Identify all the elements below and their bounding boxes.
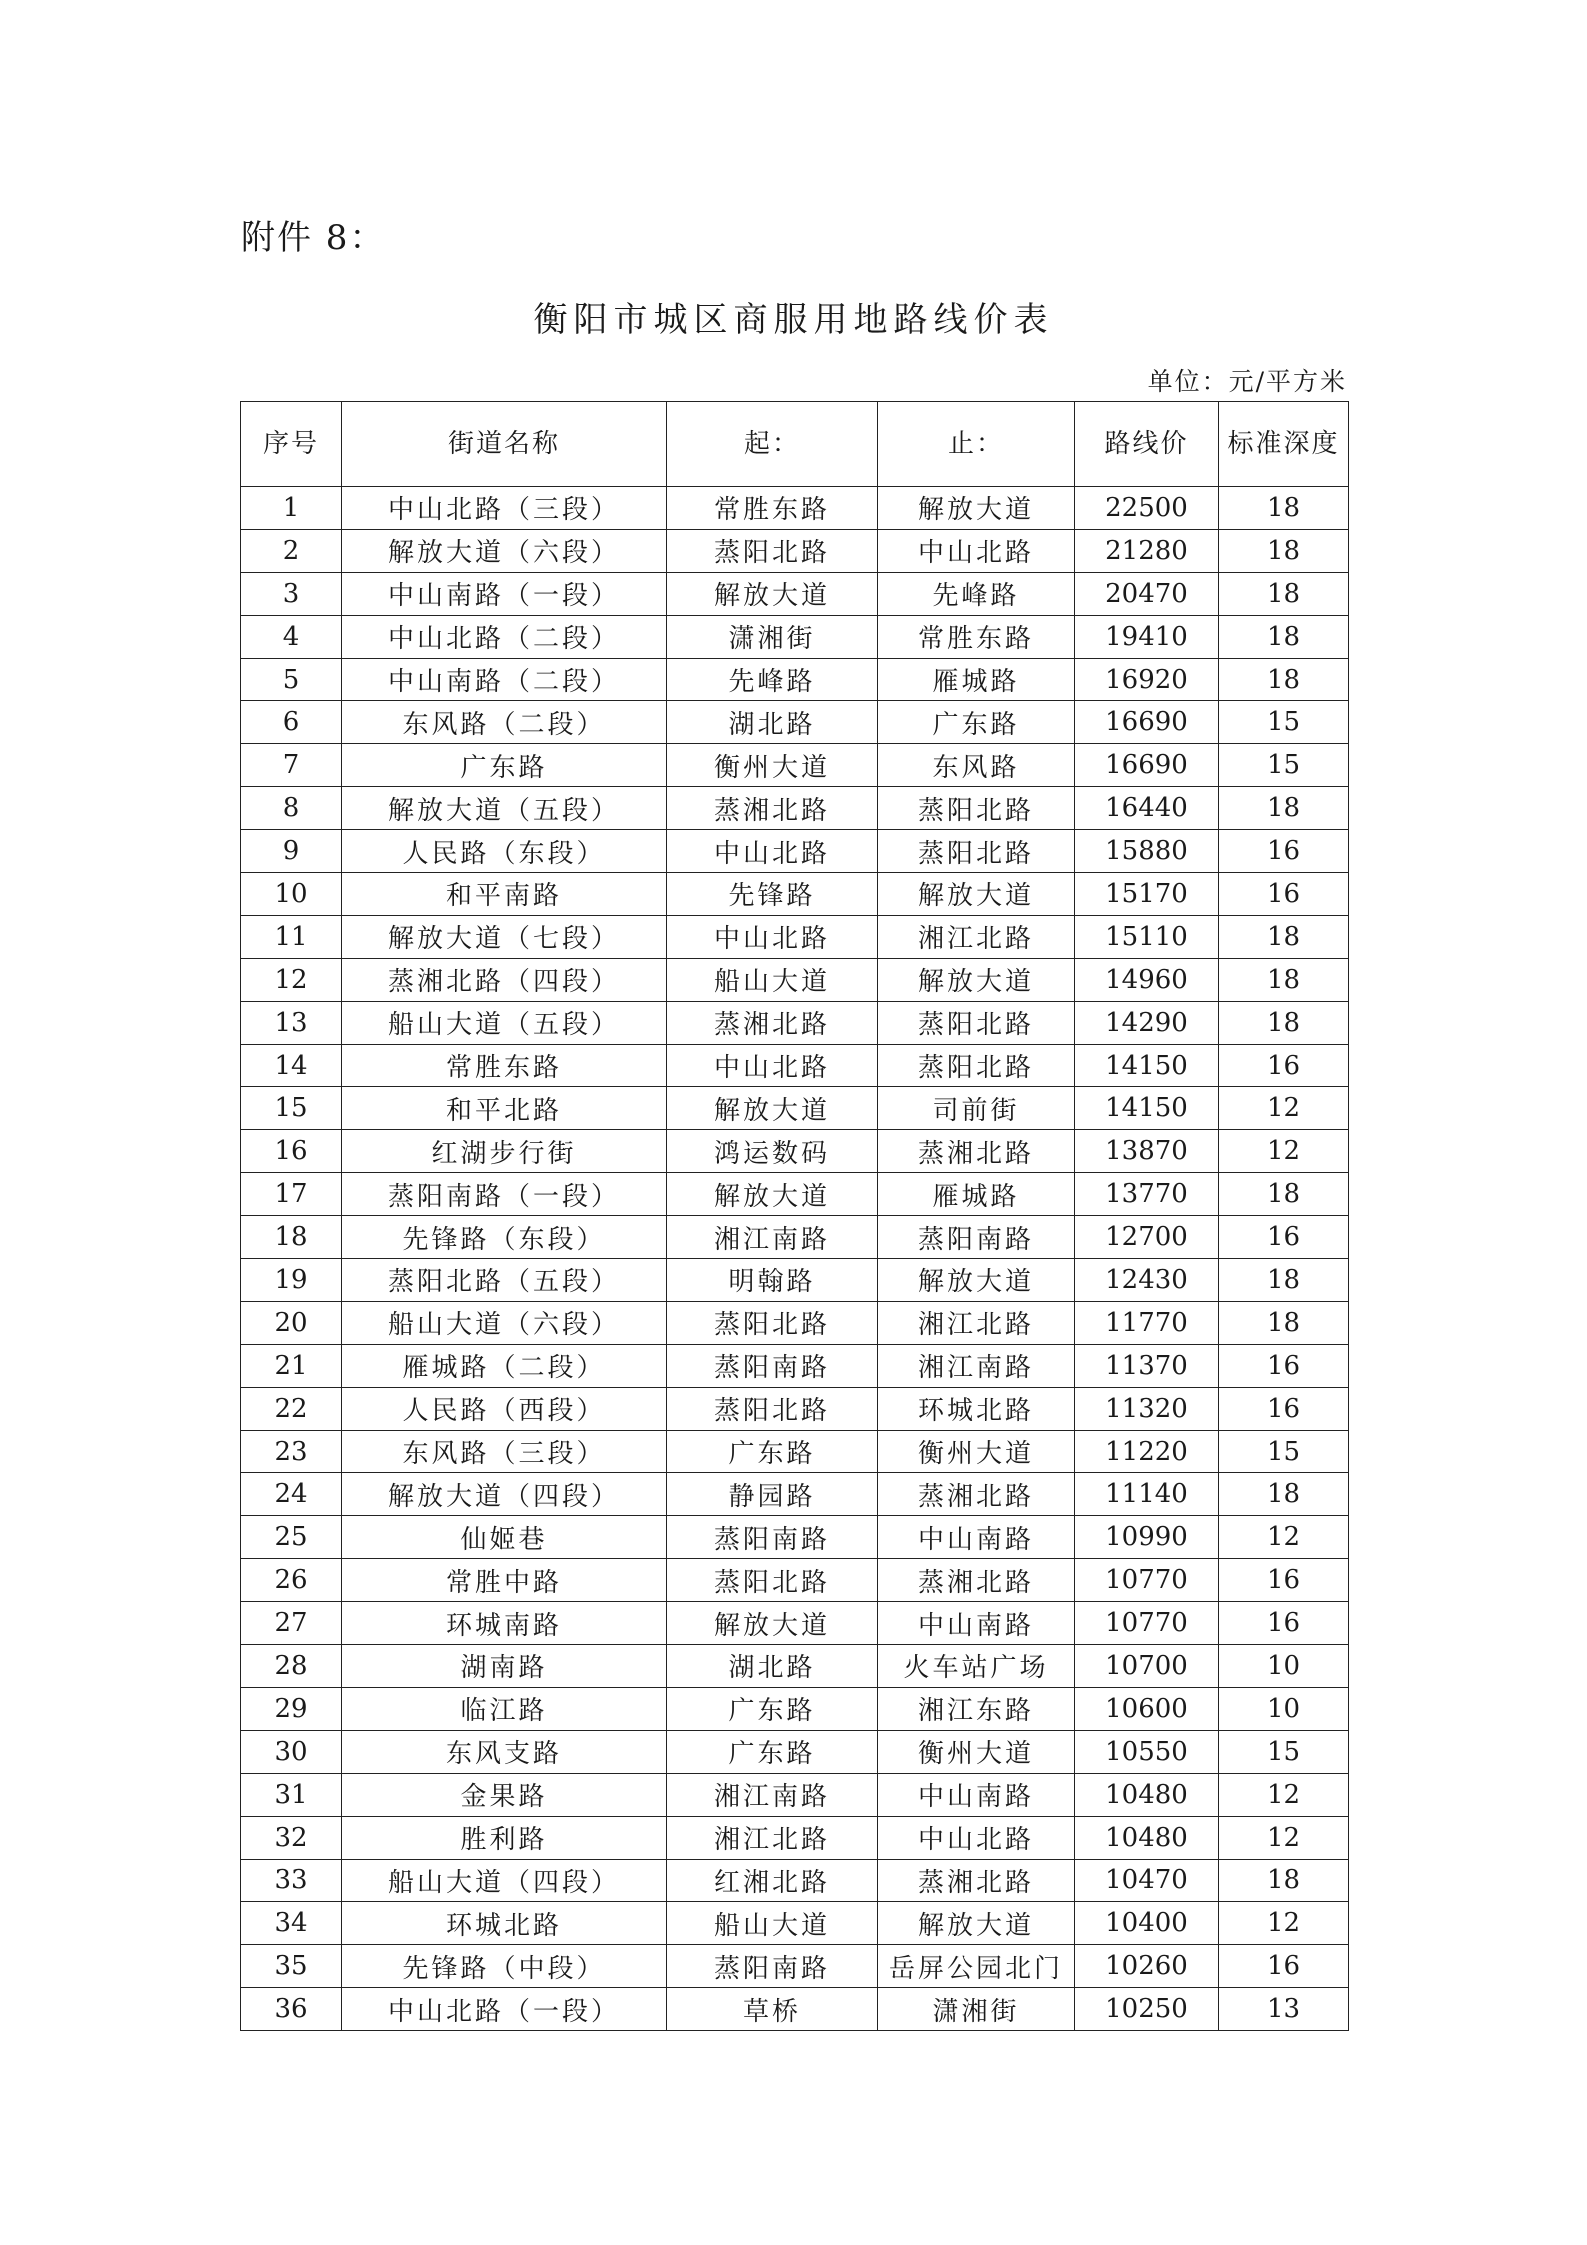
route-price: 15110 bbox=[1075, 915, 1219, 958]
end-point: 湘江北路 bbox=[878, 1301, 1075, 1344]
street-name: 中山南路（一段） bbox=[342, 572, 667, 615]
start-point: 蒸阳南路 bbox=[667, 1516, 878, 1559]
table-row bbox=[241, 1216, 1349, 1259]
row-number: 29 bbox=[241, 1687, 342, 1730]
start-point: 潇湘街 bbox=[667, 615, 878, 658]
row-number: 14 bbox=[241, 1044, 342, 1087]
route-price: 10480 bbox=[1075, 1816, 1219, 1859]
table-row bbox=[241, 1430, 1349, 1473]
standard-depth: 18 bbox=[1219, 1259, 1349, 1302]
standard-depth: 18 bbox=[1219, 572, 1349, 615]
route-price: 10770 bbox=[1075, 1559, 1219, 1602]
standard-depth: 15 bbox=[1219, 701, 1349, 744]
table-row bbox=[241, 1645, 1349, 1688]
street-name: 船山大道（六段） bbox=[342, 1301, 667, 1344]
end-point: 中山南路 bbox=[878, 1516, 1075, 1559]
table-row bbox=[241, 1602, 1349, 1645]
end-point: 解放大道 bbox=[878, 487, 1075, 530]
route-price: 10700 bbox=[1075, 1645, 1219, 1688]
row-number: 18 bbox=[241, 1216, 342, 1259]
start-point: 蒸湘北路 bbox=[667, 1001, 878, 1044]
header-price: 路线价 bbox=[1075, 402, 1219, 487]
end-point: 蒸湘北路 bbox=[878, 1130, 1075, 1173]
row-number: 33 bbox=[241, 1859, 342, 1902]
end-point: 解放大道 bbox=[878, 1259, 1075, 1302]
standard-depth: 18 bbox=[1219, 1173, 1349, 1216]
row-number: 35 bbox=[241, 1945, 342, 1988]
standard-depth: 18 bbox=[1219, 529, 1349, 572]
start-point: 中山北路 bbox=[667, 1044, 878, 1087]
street-name: 胜利路 bbox=[342, 1816, 667, 1859]
table-row bbox=[241, 701, 1349, 744]
table-body bbox=[241, 487, 1349, 2031]
start-point: 蒸阳北路 bbox=[667, 1301, 878, 1344]
header-to: 止： bbox=[878, 402, 1075, 487]
header-street: 街道名称 bbox=[342, 402, 667, 487]
row-number: 8 bbox=[241, 787, 342, 830]
row-number: 9 bbox=[241, 830, 342, 873]
street-name: 船山大道（五段） bbox=[342, 1001, 667, 1044]
table-row bbox=[241, 1473, 1349, 1516]
street-name: 红湖步行街 bbox=[342, 1130, 667, 1173]
row-number: 30 bbox=[241, 1730, 342, 1773]
standard-depth: 12 bbox=[1219, 1816, 1349, 1859]
start-point: 蒸湘北路 bbox=[667, 787, 878, 830]
route-price: 21280 bbox=[1075, 529, 1219, 572]
route-price: 10550 bbox=[1075, 1730, 1219, 1773]
row-number: 27 bbox=[241, 1602, 342, 1645]
standard-depth: 18 bbox=[1219, 615, 1349, 658]
end-point: 湘江北路 bbox=[878, 915, 1075, 958]
end-point: 雁城路 bbox=[878, 1173, 1075, 1216]
route-price: 11320 bbox=[1075, 1387, 1219, 1430]
route-price: 14150 bbox=[1075, 1044, 1219, 1087]
end-point: 蒸湘北路 bbox=[878, 1473, 1075, 1516]
street-name: 金果路 bbox=[342, 1773, 667, 1816]
table-row bbox=[241, 658, 1349, 701]
table-row bbox=[241, 1559, 1349, 1602]
standard-depth: 15 bbox=[1219, 744, 1349, 787]
route-price: 11370 bbox=[1075, 1344, 1219, 1387]
row-number: 25 bbox=[241, 1516, 342, 1559]
end-point: 司前街 bbox=[878, 1087, 1075, 1130]
table-row bbox=[241, 1001, 1349, 1044]
row-number: 16 bbox=[241, 1130, 342, 1173]
start-point: 中山北路 bbox=[667, 830, 878, 873]
header-depth: 标准深度 bbox=[1219, 402, 1349, 487]
row-number: 19 bbox=[241, 1259, 342, 1302]
table-row bbox=[241, 1988, 1349, 2031]
standard-depth: 18 bbox=[1219, 958, 1349, 1001]
start-point: 先锋路 bbox=[667, 873, 878, 916]
street-name: 解放大道（七段） bbox=[342, 915, 667, 958]
route-price: 10480 bbox=[1075, 1773, 1219, 1816]
start-point: 蒸阳北路 bbox=[667, 529, 878, 572]
street-name: 东风路（二段） bbox=[342, 701, 667, 744]
start-point: 解放大道 bbox=[667, 1173, 878, 1216]
table-row bbox=[241, 529, 1349, 572]
street-name: 解放大道（五段） bbox=[342, 787, 667, 830]
start-point: 湖北路 bbox=[667, 701, 878, 744]
street-name: 仙姬巷 bbox=[342, 1516, 667, 1559]
row-number: 7 bbox=[241, 744, 342, 787]
table-row bbox=[241, 1902, 1349, 1945]
row-number: 28 bbox=[241, 1645, 342, 1688]
row-number: 22 bbox=[241, 1387, 342, 1430]
table-row bbox=[241, 1344, 1349, 1387]
table-row bbox=[241, 744, 1349, 787]
start-point: 静园路 bbox=[667, 1473, 878, 1516]
row-number: 15 bbox=[241, 1087, 342, 1130]
table-row bbox=[241, 1087, 1349, 1130]
table-row bbox=[241, 1044, 1349, 1087]
standard-depth: 18 bbox=[1219, 487, 1349, 530]
route-price: 10990 bbox=[1075, 1516, 1219, 1559]
standard-depth: 18 bbox=[1219, 658, 1349, 701]
route-price: 10400 bbox=[1075, 1902, 1219, 1945]
start-point: 船山大道 bbox=[667, 1902, 878, 1945]
standard-depth: 12 bbox=[1219, 1773, 1349, 1816]
standard-depth: 12 bbox=[1219, 1516, 1349, 1559]
end-point: 雁城路 bbox=[878, 658, 1075, 701]
row-number: 32 bbox=[241, 1816, 342, 1859]
end-point: 蒸阳北路 bbox=[878, 1001, 1075, 1044]
street-name: 蒸阳南路（一段） bbox=[342, 1173, 667, 1216]
table-row bbox=[241, 1301, 1349, 1344]
table-row bbox=[241, 1945, 1349, 1988]
row-number: 34 bbox=[241, 1902, 342, 1945]
start-point: 红湘北路 bbox=[667, 1859, 878, 1902]
row-number: 3 bbox=[241, 572, 342, 615]
unit-label: 单位：元/平方米 bbox=[1147, 367, 1347, 396]
street-name: 蒸阳北路（五段） bbox=[342, 1259, 667, 1302]
standard-depth: 16 bbox=[1219, 873, 1349, 916]
end-point: 解放大道 bbox=[878, 873, 1075, 916]
table-row bbox=[241, 915, 1349, 958]
end-point: 蒸湘北路 bbox=[878, 1859, 1075, 1902]
standard-depth: 18 bbox=[1219, 1301, 1349, 1344]
street-name: 东风路（三段） bbox=[342, 1430, 667, 1473]
street-name: 中山北路（三段） bbox=[342, 487, 667, 530]
start-point: 蒸阳北路 bbox=[667, 1387, 878, 1430]
start-point: 鸿运数码 bbox=[667, 1130, 878, 1173]
start-point: 湘江北路 bbox=[667, 1816, 878, 1859]
route-price: 20470 bbox=[1075, 572, 1219, 615]
street-name: 中山北路（一段） bbox=[342, 1988, 667, 2031]
start-point: 湘江南路 bbox=[667, 1773, 878, 1816]
page-title: 衡阳市城区商服用地路线价表 bbox=[533, 300, 1054, 340]
end-point: 常胜东路 bbox=[878, 615, 1075, 658]
standard-depth: 16 bbox=[1219, 1044, 1349, 1087]
route-price: 16690 bbox=[1075, 701, 1219, 744]
route-price: 14150 bbox=[1075, 1087, 1219, 1130]
standard-depth: 16 bbox=[1219, 1387, 1349, 1430]
end-point: 解放大道 bbox=[878, 1902, 1075, 1945]
start-point: 船山大道 bbox=[667, 958, 878, 1001]
end-point: 解放大道 bbox=[878, 958, 1075, 1001]
attachment-label: 附件 8： bbox=[241, 218, 386, 258]
street-name: 环城南路 bbox=[342, 1602, 667, 1645]
standard-depth: 10 bbox=[1219, 1645, 1349, 1688]
row-number: 12 bbox=[241, 958, 342, 1001]
end-point: 先峰路 bbox=[878, 572, 1075, 615]
end-point: 火车站广场 bbox=[878, 1645, 1075, 1688]
street-name: 解放大道（六段） bbox=[342, 529, 667, 572]
row-number: 23 bbox=[241, 1430, 342, 1473]
end-point: 岳屏公园北门 bbox=[878, 1945, 1075, 1988]
street-name: 和平南路 bbox=[342, 873, 667, 916]
street-name: 解放大道（四段） bbox=[342, 1473, 667, 1516]
end-point: 中山北路 bbox=[878, 529, 1075, 572]
row-number: 26 bbox=[241, 1559, 342, 1602]
start-point: 解放大道 bbox=[667, 1602, 878, 1645]
route-price: 16440 bbox=[1075, 787, 1219, 830]
end-point: 环城北路 bbox=[878, 1387, 1075, 1430]
route-price: 14960 bbox=[1075, 958, 1219, 1001]
standard-depth: 12 bbox=[1219, 1902, 1349, 1945]
header-index: 序号 bbox=[241, 402, 342, 487]
street-name: 环城北路 bbox=[342, 1902, 667, 1945]
standard-depth: 18 bbox=[1219, 915, 1349, 958]
route-price: 10600 bbox=[1075, 1687, 1219, 1730]
table-row bbox=[241, 1859, 1349, 1902]
end-point: 湘江东路 bbox=[878, 1687, 1075, 1730]
end-point: 东风路 bbox=[878, 744, 1075, 787]
table-row bbox=[241, 787, 1349, 830]
route-price: 15170 bbox=[1075, 873, 1219, 916]
start-point: 先峰路 bbox=[667, 658, 878, 701]
route-price: 16920 bbox=[1075, 658, 1219, 701]
street-name: 常胜中路 bbox=[342, 1559, 667, 1602]
route-price: 10770 bbox=[1075, 1602, 1219, 1645]
standard-depth: 16 bbox=[1219, 1945, 1349, 1988]
standard-depth: 18 bbox=[1219, 1001, 1349, 1044]
table-row bbox=[241, 1730, 1349, 1773]
table-row bbox=[241, 1387, 1349, 1430]
route-price: 10470 bbox=[1075, 1859, 1219, 1902]
standard-depth: 18 bbox=[1219, 1859, 1349, 1902]
table-row bbox=[241, 487, 1349, 530]
end-point: 广东路 bbox=[878, 701, 1075, 744]
standard-depth: 12 bbox=[1219, 1130, 1349, 1173]
street-name: 先锋路（东段） bbox=[342, 1216, 667, 1259]
table-row bbox=[241, 1516, 1349, 1559]
route-price: 12700 bbox=[1075, 1216, 1219, 1259]
street-name: 人民路（东段） bbox=[342, 830, 667, 873]
standard-depth: 15 bbox=[1219, 1730, 1349, 1773]
standard-depth: 16 bbox=[1219, 1216, 1349, 1259]
table-row bbox=[241, 1130, 1349, 1173]
route-price: 19410 bbox=[1075, 615, 1219, 658]
table-row bbox=[241, 958, 1349, 1001]
end-point: 中山南路 bbox=[878, 1773, 1075, 1816]
row-number: 20 bbox=[241, 1301, 342, 1344]
start-point: 湘江南路 bbox=[667, 1216, 878, 1259]
row-number: 21 bbox=[241, 1344, 342, 1387]
standard-depth: 18 bbox=[1219, 1473, 1349, 1516]
start-point: 广东路 bbox=[667, 1687, 878, 1730]
row-number: 6 bbox=[241, 701, 342, 744]
end-point: 湘江南路 bbox=[878, 1344, 1075, 1387]
route-price: 16690 bbox=[1075, 744, 1219, 787]
end-point: 蒸阳北路 bbox=[878, 830, 1075, 873]
standard-depth: 13 bbox=[1219, 1988, 1349, 2031]
standard-depth: 15 bbox=[1219, 1430, 1349, 1473]
start-point: 解放大道 bbox=[667, 1087, 878, 1130]
table-row bbox=[241, 1259, 1349, 1302]
start-point: 广东路 bbox=[667, 1730, 878, 1773]
row-number: 24 bbox=[241, 1473, 342, 1516]
start-point: 蒸阳南路 bbox=[667, 1945, 878, 1988]
end-point: 蒸阳北路 bbox=[878, 787, 1075, 830]
street-name: 湖南路 bbox=[342, 1645, 667, 1688]
table-row bbox=[241, 1173, 1349, 1216]
route-price: 10250 bbox=[1075, 1988, 1219, 2031]
end-point: 中山北路 bbox=[878, 1816, 1075, 1859]
route-price: 12430 bbox=[1075, 1259, 1219, 1302]
end-point: 蒸阳南路 bbox=[878, 1216, 1075, 1259]
table-row bbox=[241, 1816, 1349, 1859]
street-name: 中山南路（二段） bbox=[342, 658, 667, 701]
end-point: 衡州大道 bbox=[878, 1430, 1075, 1473]
end-point: 中山南路 bbox=[878, 1602, 1075, 1645]
route-price: 11220 bbox=[1075, 1430, 1219, 1473]
start-point: 草桥 bbox=[667, 1988, 878, 2031]
start-point: 常胜东路 bbox=[667, 487, 878, 530]
start-point: 湖北路 bbox=[667, 1645, 878, 1688]
table-row bbox=[241, 615, 1349, 658]
start-point: 衡州大道 bbox=[667, 744, 878, 787]
row-number: 10 bbox=[241, 873, 342, 916]
standard-depth: 12 bbox=[1219, 1087, 1349, 1130]
route-price: 11770 bbox=[1075, 1301, 1219, 1344]
start-point: 中山北路 bbox=[667, 915, 878, 958]
row-number: 2 bbox=[241, 529, 342, 572]
start-point: 蒸阳北路 bbox=[667, 1559, 878, 1602]
street-name: 和平北路 bbox=[342, 1087, 667, 1130]
end-point: 潇湘街 bbox=[878, 1988, 1075, 2031]
end-point: 蒸阳北路 bbox=[878, 1044, 1075, 1087]
row-number: 11 bbox=[241, 915, 342, 958]
table-row bbox=[241, 1687, 1349, 1730]
row-number: 17 bbox=[241, 1173, 342, 1216]
street-name: 东风支路 bbox=[342, 1730, 667, 1773]
street-name: 临江路 bbox=[342, 1687, 667, 1730]
start-point: 蒸阳南路 bbox=[667, 1344, 878, 1387]
street-name: 广东路 bbox=[342, 744, 667, 787]
street-name: 常胜东路 bbox=[342, 1044, 667, 1087]
start-point: 解放大道 bbox=[667, 572, 878, 615]
price-table bbox=[240, 401, 1349, 2031]
row-number: 1 bbox=[241, 487, 342, 530]
end-point: 衡州大道 bbox=[878, 1730, 1075, 1773]
standard-depth: 18 bbox=[1219, 787, 1349, 830]
table-row bbox=[241, 830, 1349, 873]
street-name: 船山大道（四段） bbox=[342, 1859, 667, 1902]
route-price: 15880 bbox=[1075, 830, 1219, 873]
row-number: 36 bbox=[241, 1988, 342, 2031]
table-row bbox=[241, 572, 1349, 615]
route-price: 13770 bbox=[1075, 1173, 1219, 1216]
route-price: 14290 bbox=[1075, 1001, 1219, 1044]
table-row bbox=[241, 873, 1349, 916]
standard-depth: 10 bbox=[1219, 1687, 1349, 1730]
standard-depth: 16 bbox=[1219, 1344, 1349, 1387]
street-name: 先锋路（中段） bbox=[342, 1945, 667, 1988]
header-from: 起： bbox=[667, 402, 878, 487]
street-name: 中山北路（二段） bbox=[342, 615, 667, 658]
standard-depth: 16 bbox=[1219, 830, 1349, 873]
street-name: 雁城路（二段） bbox=[342, 1344, 667, 1387]
street-name: 蒸湘北路（四段） bbox=[342, 958, 667, 1001]
table-row bbox=[241, 1773, 1349, 1816]
start-point: 明翰路 bbox=[667, 1259, 878, 1302]
standard-depth: 16 bbox=[1219, 1559, 1349, 1602]
route-price: 10260 bbox=[1075, 1945, 1219, 1988]
row-number: 13 bbox=[241, 1001, 342, 1044]
end-point: 蒸湘北路 bbox=[878, 1559, 1075, 1602]
route-price: 11140 bbox=[1075, 1473, 1219, 1516]
street-name: 人民路（西段） bbox=[342, 1387, 667, 1430]
standard-depth: 16 bbox=[1219, 1602, 1349, 1645]
start-point: 广东路 bbox=[667, 1430, 878, 1473]
route-price: 13870 bbox=[1075, 1130, 1219, 1173]
table-header-row bbox=[241, 402, 1349, 487]
row-number: 5 bbox=[241, 658, 342, 701]
route-price: 22500 bbox=[1075, 487, 1219, 530]
row-number: 4 bbox=[241, 615, 342, 658]
row-number: 31 bbox=[241, 1773, 342, 1816]
